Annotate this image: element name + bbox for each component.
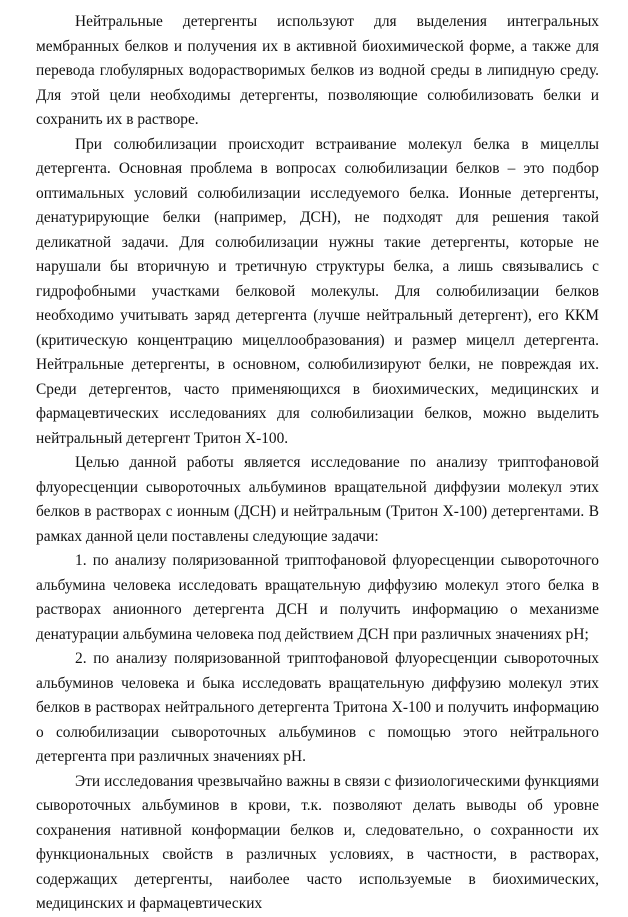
- paragraph-importance: Эти исследования чрезвычайно важны в связи с физиологическими функциями сывороточных альбуминов в крови, т.к. позволяют делать выводы об уровне сохранения нативной конформации белков и, следовательно, о сохранности их функциональных свойств в различных условиях, в частности, в растворах, содержащих детергенты, наиболее часто используемые в биохимических, медицинских и фармацевтических: [36, 772, 599, 912]
- paragraph-solubilization: При солюбилизации происходит встраивание молекул белка в мицеллы детергента. Основная проблема в вопросах солюбилизации белков – это подбор оптимальных условий солюбилизации исследуемого белка. Ионные детергенты, денатурирующие белки (например, ДСН), не подходят для решения такой деликатной задачи. Для солюбилизации нужны такие детергенты, которые не нарушали бы вторичную и третичную структуры белка, а лишь связывались с гидрофобными участками белковой молекулы. Для солюбилизации белков необходимо учитывать заряд детергента (лучше нейтральный детергент), его ККМ (критическую концентрацию мицеллообразования) и размер мицелл детергента. Нейтральные детергенты, в основном, солюбилизируют белки, не повреждая их. Среди детергентов, часто применяющихся в биохимических, медицинских и фармацевтических исследованиях для солюбилизации белков, можно выделить нейтральный детергент Тритон Х-100.: [36, 135, 599, 447]
- task-item-1: 1. по анализу поляризованной триптофановой флуоресценции сывороточного альбумина человека исследовать вращательную диффузию молекул этого белка в растворах анионного детергента ДСН и получить информацию о механизме денатурации альбумина человека под действием ДСН при различных значениях pH;: [36, 552, 599, 643]
- document-page: [36, 10, 599, 917]
- paragraph-neutral-detergents: Нейтральные детергенты используют для выделения интегральных мембранных белков и получения их в активной биохимической форме, а также для перевода глобулярных водорастворимых белков из водной среды в липидную среду. Для этой цели необходимы детергенты, позволяющие солюбилизовать белки и сохранить их в растворе.: [36, 13, 599, 128]
- task-item-2: 2. по анализу поляризованной триптофановой флуоресценции сывороточных альбуминов человека и быка исследовать вращательную диффузию молекул этих белков в растворах нейтрального детергента Тритона Х-100 и получить информацию о солюбилизации сывороточных альбуминов с помощью этого нейтрального детергента при различных значениях pH.: [36, 650, 599, 765]
- paragraph-goal: Целью данной работы является исследование по анализу триптофановой флуоресценции сывороточных альбуминов вращательной диффузии молекул этих белков в растворах с ионным (ДСН) и нейтральным (Тритон Х-100) детергентами. В рамках данной цели поставлены следующие задачи:: [36, 454, 599, 545]
